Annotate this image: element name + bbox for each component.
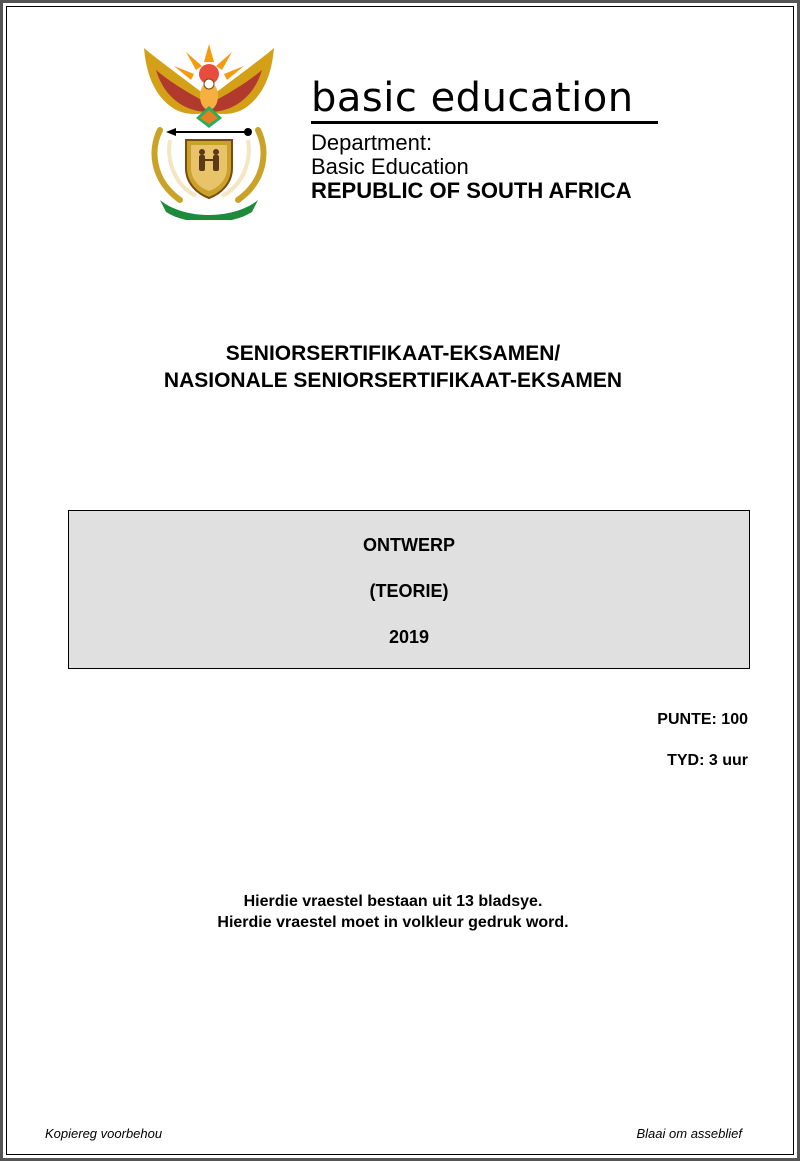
- print-colour-notice: Hierdie vraestel moet in volkleur gedruk word.: [217, 914, 569, 931]
- turn-page-footer: Blaai om asseblief: [636, 1126, 742, 1141]
- exam-heading: [0, 340, 786, 394]
- exam-title-line-1: SENIORSERTIFIKAAT-EKSAMEN/: [225, 342, 561, 365]
- exam-year: 2019: [388, 627, 430, 647]
- exam-duration: TYD: 3 uur: [667, 752, 748, 769]
- department-name: Basic Education: [311, 154, 469, 179]
- subject-name: ONTWERP: [363, 535, 455, 555]
- brand-divider: [311, 121, 658, 124]
- subject-box: [68, 510, 750, 669]
- total-marks: PUNTE: 100: [657, 711, 748, 728]
- brand-title: basic education: [311, 75, 634, 121]
- page-count-notice: Hierdie vraestel bestaan uit 13 bladsye.: [243, 893, 543, 910]
- coat-of-arms-icon: [136, 40, 282, 220]
- paper-notice: [0, 891, 786, 933]
- department-label: Department:: [311, 130, 433, 155]
- exam-title-line-2: NASIONALE SENIORSERTIFIKAAT-EKSAMEN: [163, 369, 623, 392]
- copyright-footer: Kopiereg voorbehou: [45, 1126, 163, 1141]
- paper-name: (TEORIE): [369, 581, 449, 601]
- country-name: REPUBLIC OF SOUTH AFRICA: [311, 178, 632, 203]
